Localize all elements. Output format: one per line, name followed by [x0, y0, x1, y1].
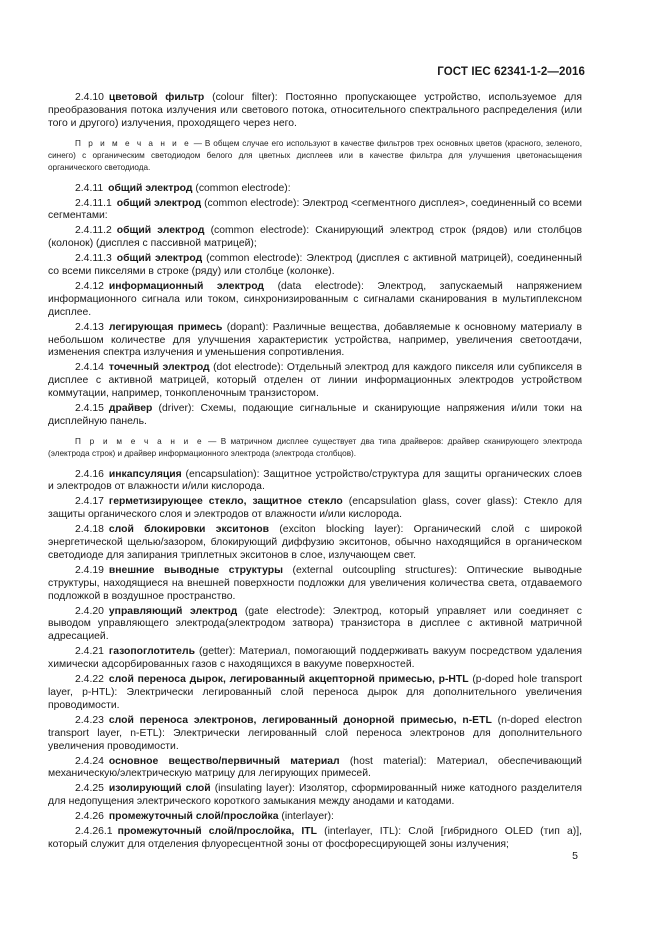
definition-text: (encapsulation glass, cover glass): Стекло для защиты органического слоя и электродов от влажности и/или кислорода. — [48, 496, 582, 521]
term: изолирующий слой — [108, 783, 211, 795]
page-number: 5 — [572, 850, 578, 862]
definition-paragraph — [48, 826, 582, 852]
term: общий электрод — [108, 182, 193, 194]
definition-paragraph — [48, 674, 582, 713]
definition-paragraph — [48, 403, 582, 429]
definition-paragraph — [48, 524, 582, 563]
clause-number: 2.4.17 — [75, 496, 104, 508]
definition-text: (common electrode): Электрод <сегментного дисплея>, соединенный со всеми сегментами: — [48, 197, 582, 222]
clause-number: 2.4.26.1 — [75, 826, 113, 838]
note — [48, 138, 582, 175]
term: основное вещество/первичный материал — [108, 755, 340, 767]
term: общий электрод — [116, 225, 205, 237]
term: слой переноса электронов, легированный донорной примесью, n-ETL — [108, 714, 492, 726]
definition-paragraph — [48, 92, 582, 131]
clause-number: 2.4.22 — [75, 674, 104, 686]
clause-number: 2.4.20 — [75, 605, 104, 617]
note-label: П р и м е ч а н и е — [75, 138, 191, 148]
clause-number: 2.4.14 — [75, 362, 104, 374]
term: слой блокировки экситонов — [108, 524, 270, 536]
definition-paragraph — [48, 715, 582, 754]
definition-paragraph — [48, 606, 582, 645]
definition-text: (p-doped hole transport layer, p-HTL): Электрически легированный слой переноса дырок для дополнительного увеличения проводимости. — [48, 674, 582, 711]
definition-paragraph — [48, 198, 582, 224]
clause-number: 2.4.11.2 — [75, 225, 112, 237]
definition-paragraph — [48, 322, 582, 361]
term: герметизирующее стекло, защитное стекло — [108, 496, 343, 508]
definition-text: (common electrode): Сканирующий электрод строк (рядов) или столбцов (колонок) (дисплея с пассивной матрицей); — [48, 225, 582, 250]
clause-number: 2.4.15 — [75, 403, 104, 415]
definition-text: (dopant): Различные вещества, добавляемые к основному материалу в небольшом количестве для улучшения характеристик устройства, например, увеличения светоотдачи, изменения спектра излучения и уменьшения сопротивления. — [48, 321, 582, 359]
document-header: ГОСТ IEC 62341-1-2—2016 — [437, 66, 585, 78]
clause-number: 2.4.26 — [75, 811, 104, 823]
note — [48, 436, 582, 461]
definition-paragraph — [48, 469, 582, 495]
term: драйвер — [108, 403, 153, 415]
clause-number: 2.4.19 — [75, 564, 104, 576]
term: слой переноса дырок, легированный акцепторной примесью, p-HTL — [108, 674, 469, 686]
term: газопоглотитель — [108, 646, 195, 658]
clause-number: 2.4.13 — [75, 321, 104, 333]
clause-number: 2.4.16 — [75, 468, 104, 480]
definition-text: (external outcoupling structures): Оптические выводные структуры, находящиеся на внешней поверхности подложки для увеличения количества света, отдаваемого подложкой в воздушное пространство. — [48, 564, 582, 602]
term: управляющий электрод — [108, 605, 238, 617]
definition-paragraph — [48, 496, 582, 522]
term: общий электрод — [116, 253, 203, 265]
definition-text: (host material): Материал, обеспечивающий механическую/электрическую матрицу для легирующих примесей. — [48, 755, 582, 780]
definition-paragraph — [48, 183, 582, 196]
definition-text: (encapsulation): Защитное устройство/структура для защиты органических слоев и электродов от влажности и/или кислорода. — [48, 468, 582, 493]
definition-paragraph — [48, 811, 582, 824]
term: точечный электрод — [108, 362, 210, 374]
term: промежуточный слой/прослойка — [108, 811, 279, 823]
clause-number: 2.4.11.1 — [75, 197, 112, 209]
term: информационный электрод — [108, 280, 265, 292]
definition-text: (dot electrode): Отдельный электрод для каждого пикселя или субпикселя в дисплее с активной матрицей, который отделен от линии информационных электродов устройством коммутации, например, тонкопленочным транзистором. — [48, 362, 582, 400]
clause-number: 2.4.10 — [75, 92, 104, 103]
definition-text: (exciton blocking layer): Органический слой с широкой энергетической щелью/зазором, блокирующий диффузию экситонов, обычно находящийся в органическом светодиоде для запирания триплетных экситонов в слое, излучающем свет. — [48, 524, 582, 561]
definition-paragraph — [48, 253, 582, 279]
definition-paragraph — [48, 783, 582, 809]
definition-paragraph — [48, 646, 582, 672]
definition-text: (getter): Материал, помогающий поддерживать вакуум посредством удаления химически адсорбированных газов с находящихся в вакууме поверхностей. — [48, 646, 582, 671]
clause-number: 2.4.12 — [75, 280, 104, 292]
note-text: — В общем случае его используют в качестве фильтров трех основных цветов (красного, зеленого, синего) с органическим светодиодом белого для цветных дисплеев или в качестве фильтра для улучшения цветонасыщения органического светодиода. — [48, 138, 582, 173]
clause-number: 2.4.24 — [75, 755, 104, 767]
clause-number: 2.4.18 — [75, 524, 104, 536]
clause-number: 2.4.23 — [75, 714, 104, 726]
note-label: П р и м е ч а н и е — [75, 436, 204, 446]
definition-text: (colour filter): Постоянно пропускающее устройство, используемое для преобразования потока излучения или светового потока, относительного спектрального распределения (или того и другого) излучения, проходящего через него. — [48, 92, 582, 129]
definition-text: (insulating layer): Изолятор, сформированный ниже катодного разделителя для недопущения электрического короткого замыкания между анодами и катодами. — [48, 783, 583, 808]
definition-paragraph — [48, 756, 582, 782]
term: внешние выводные структуры — [108, 564, 284, 576]
definition-text: (interlayer, ITL): Слой [гибридного OLED (тип a)], который служит для отделения флуоресцентной зоны от фосфоресцирующей зоны излучения; — [48, 826, 582, 850]
clause-number: 2.4.21 — [75, 646, 104, 658]
definition-paragraph — [48, 225, 582, 251]
term: промежуточный слой/прослойка, ITL — [117, 826, 317, 838]
definition-text: (common electrode): Электрод (дисплея с активной матрицей), соединенный со всеми пикселями в строке (ряду) или столбце (колонке). — [48, 253, 583, 278]
clause-number: 2.4.25 — [75, 783, 104, 795]
clause-number: 2.4.11.3 — [75, 253, 112, 265]
clause-number: 2.4.11 — [75, 182, 104, 194]
definition-text: (n-doped electron transport layer, n-ETL): Электрически легированный слой переноса электронов для дополнительного увеличения проводимости. — [48, 714, 582, 752]
definition-text: (data electrode): Электрод, запускаемый напряжением информационного сигнала или током, синхронизированным с сигналами сканирования в мультиплексном дисплее. — [48, 280, 582, 318]
definition-paragraph — [48, 281, 582, 320]
definition-text: (driver): Схемы, подающие сигнальные и сканирующие напряжения и/или токи на дисплейную панель. — [48, 403, 582, 428]
definition-paragraph — [48, 362, 582, 401]
definition-text: (common electrode): — [192, 182, 291, 194]
term: общий электрод — [116, 197, 202, 209]
definition-paragraph — [48, 565, 582, 604]
term: инкапсуляция — [108, 468, 182, 480]
term: цветовой фильтр — [108, 92, 205, 103]
term: легирующая примесь — [108, 321, 223, 333]
note-text: — В матричном дисплее существует два типа драйверов: драйвер сканирующего электрода (электрода строк) и драйвер информационного электрода (электрода столбцов). — [48, 436, 583, 459]
definition-text: (gate electrode): Электрод, который управляет или соединяет с выводом управляющего электрода(электродом затвора) транзистора в дисплее с активной матричной адресацией. — [48, 605, 582, 643]
document-body — [48, 92, 582, 854]
definition-text: (interlayer): — [278, 811, 334, 823]
